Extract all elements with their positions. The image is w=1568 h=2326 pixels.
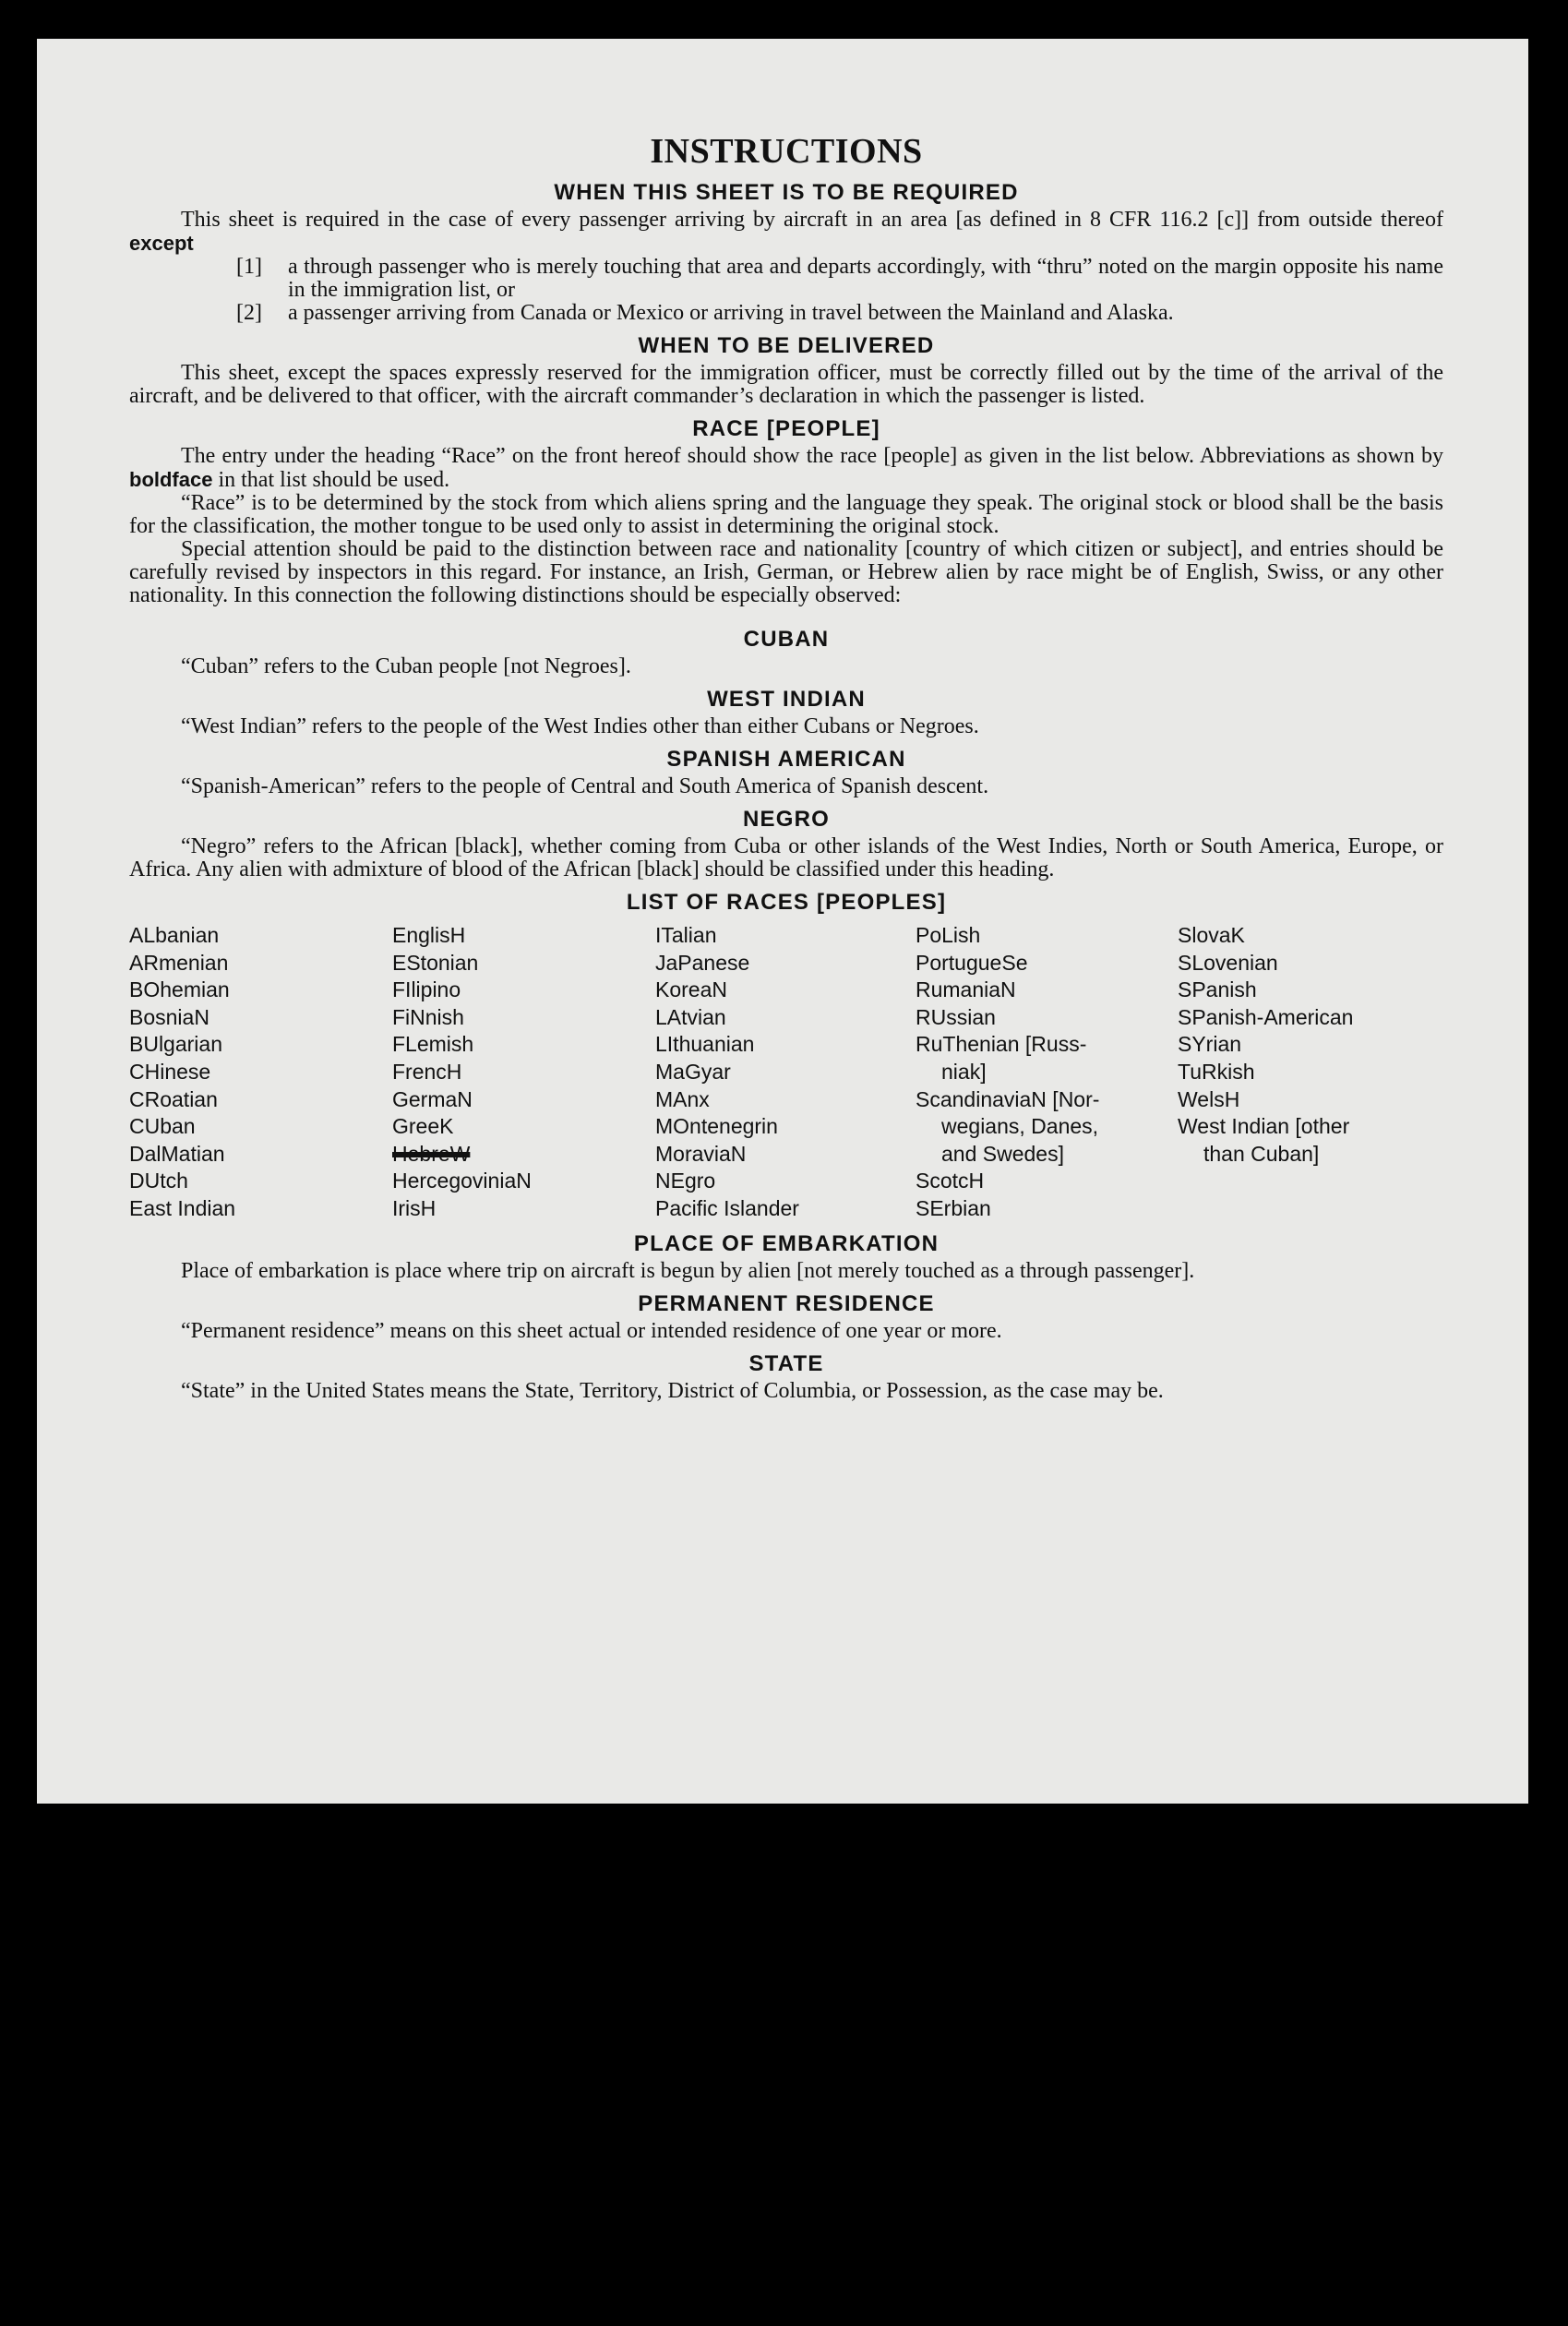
race-entry: ScotcH: [916, 1169, 985, 1193]
races-column-1: [129, 922, 392, 1223]
instruction-sheet: [37, 39, 1528, 1804]
race-entry: MaGyar: [655, 1059, 731, 1084]
paragraph: “State” in the United States means the State, Territory, District of Columbia, or Possession, as the case may be.: [181, 1378, 1164, 1403]
race-entry: ScandinaviaN [Nor-: [916, 1086, 1100, 1111]
section-heading: LIST OF RACES [PEOPLES]: [626, 890, 947, 915]
races-column-5: [1178, 922, 1436, 1223]
section-list-of-races: [129, 887, 1443, 1223]
race-entry: HercegoviniaN: [392, 1169, 532, 1193]
item-text: a passenger arriving from Canada or Mexico or arriving in travel between the Mainland and Alaska.: [288, 301, 1174, 325]
races-column-4: [916, 922, 1178, 1223]
race-entry: ALbanian: [129, 923, 220, 947]
race-entry: RuThenian [Russ-: [916, 1032, 1087, 1057]
race-entry: ITalian: [655, 923, 717, 947]
race-entry: West Indian [other: [1178, 1114, 1350, 1139]
section-heading: WEST INDIAN: [707, 687, 866, 712]
section-required: [129, 177, 1443, 325]
race-entry: KoreaN: [655, 977, 727, 1002]
race-entry: NEgro: [655, 1169, 716, 1193]
item-number: [1]: [236, 255, 262, 279]
paragraph-text: in that list should be used.: [218, 468, 450, 492]
paragraph: [129, 209, 1443, 256]
race-entry: JaPanese: [655, 950, 750, 975]
race-entry: FiNnish: [392, 1004, 464, 1029]
race-entry: FrencH: [392, 1059, 462, 1084]
paragraph: “Negro” refers to the African [black], whether coming from Cuba or other islands of the West Indies, North or South America, Europe, or Africa. Any alien with admixture of blood of the African [black] should be classified under this heading.: [129, 834, 1443, 881]
race-entry: PoLish: [916, 923, 981, 947]
race-entry: BOhemian: [129, 977, 230, 1002]
race-entry: ARmenian: [129, 950, 229, 975]
section-delivered: [129, 330, 1443, 408]
item-text: a through passenger who is merely touching that area and departs accordingly, with “thru” noted on the margin opposite his name in the immigration list, or: [288, 255, 1443, 302]
race-entry: East Indian: [129, 1195, 236, 1220]
race-entry-continued: and Swedes]: [941, 1141, 1064, 1166]
section-heading: PERMANENT RESIDENCE: [638, 1290, 935, 1316]
paragraph-text: The entry under the heading “Race” on the front hereof should show the race [people] as given in the list below. Abbreviations as shown by: [181, 444, 1443, 468]
race-entry: BUlgarian: [129, 1032, 222, 1057]
race-entry: SYrian: [1178, 1032, 1242, 1057]
page-title: INSTRUCTIONS: [650, 132, 923, 171]
race-entry: MoraviaN: [655, 1141, 747, 1166]
races-column-3: [655, 922, 916, 1223]
race-entry: TuRkish: [1178, 1059, 1255, 1084]
list-item: [236, 302, 1443, 325]
race-entry: EnglisH: [392, 923, 466, 947]
race-entry: PortugueSe: [916, 950, 1028, 975]
section-cuban: [129, 624, 1443, 678]
races-list: [129, 922, 1443, 1223]
race-entry: FIlipino: [392, 977, 461, 1002]
race-entry: GreeK: [392, 1114, 454, 1139]
race-entry: BosniaN: [129, 1004, 209, 1029]
section-negro: [129, 804, 1443, 881]
races-column-2: [392, 922, 655, 1223]
paragraph: “West Indian” refers to the people of the West Indies other than either Cubans or Negroes.: [181, 714, 979, 738]
paragraph: “Permanent residence” means on this sheet actual or intended residence of one year or more.: [181, 1318, 1002, 1343]
bold-text: except: [129, 232, 194, 255]
race-entry: IrisH: [392, 1195, 437, 1220]
race-entry: CHinese: [129, 1059, 211, 1084]
paragraph: “Spanish-American” refers to the people of Central and South America of Spanish descent.: [181, 774, 989, 798]
section-race: [129, 414, 1443, 607]
race-entry: SPanish-American: [1178, 1004, 1354, 1029]
bold-text: boldface: [129, 468, 213, 491]
section-residence: [129, 1289, 1443, 1343]
section-spanish-american: [129, 744, 1443, 798]
paragraph: This sheet, except the spaces expressly reserved for the immigration officer, must be correctly filled out by the time of the arrival of the aircraft, and be delivered to that officer, with the aircraft commander’s declaration in which the passenger is listed.: [129, 361, 1443, 408]
section-heading: PLACE OF EMBARKATION: [633, 1230, 940, 1256]
section-west-indian: [129, 684, 1443, 738]
section-embarkation: [129, 1229, 1443, 1283]
race-entry: DalMatian: [129, 1141, 225, 1166]
race-entry: FLemish: [392, 1032, 474, 1057]
paragraph: Place of embarkation is place where trip on aircraft is begun by alien [not merely touched as a through passenger].: [181, 1258, 1195, 1283]
race-entry: RumaniaN: [916, 977, 1016, 1002]
race-entry: RUssian: [916, 1004, 996, 1029]
paragraph: Special attention should be paid to the distinction between race and nationality [country of which citizen or subject], and entries should be carefully revised by inspectors in this regard. For instance, an Irish, German, or Hebrew alien by race might be of English, Swiss, or any other nationality. In this connection the following distinctions should be especially observed:: [129, 537, 1443, 607]
race-entry-continued: niak]: [941, 1059, 987, 1084]
race-entry: WelsH: [1178, 1086, 1240, 1111]
race-entry-continued: wegians, Danes,: [941, 1114, 1099, 1139]
section-heading: NEGRO: [742, 807, 830, 832]
race-entry: MOntenegrin: [655, 1114, 778, 1139]
race-entry-continued: than Cuban]: [1203, 1141, 1320, 1166]
paragraph-text: This sheet is required in the case of every passenger arriving by aircraft in an area [as defined in 8 CFR 116.2 [c]] from outside thereof: [181, 208, 1443, 232]
section-heading: WHEN TO BE DELIVERED: [638, 333, 935, 358]
race-entry: LAtvian: [655, 1004, 726, 1029]
paragraph: “Race” is to be determined by the stock from which aliens spring and the language they speak. The original stock or blood shall be the basis for the classification, the mother tongue to be used only to assist in determining the original stock.: [129, 491, 1443, 538]
section-heading: WHEN THIS SHEET IS TO BE REQUIRED: [554, 180, 1019, 205]
race-entry: SLovenian: [1178, 950, 1278, 975]
section-state: [129, 1349, 1443, 1403]
section-heading: SPANISH AMERICAN: [666, 747, 906, 772]
list-item: [236, 256, 1443, 302]
race-entry: CRoatian: [129, 1086, 218, 1111]
race-entry: GermaN: [392, 1086, 473, 1111]
race-entry: DUtch: [129, 1169, 188, 1193]
item-number: [2]: [236, 301, 262, 325]
race-entry: CUban: [129, 1114, 196, 1139]
race-entry: SlovaK: [1178, 923, 1245, 947]
race-entry: Pacific Islander: [655, 1195, 799, 1220]
section-heading: CUBAN: [743, 627, 830, 652]
race-entry-struck: HebreW: [392, 1141, 471, 1166]
paragraph: [129, 445, 1443, 492]
race-entry: LIthuanian: [655, 1032, 755, 1057]
race-entry: EStonian: [392, 950, 479, 975]
section-heading: STATE: [748, 1350, 824, 1376]
race-entry: SErbian: [916, 1195, 991, 1220]
paragraph: “Cuban” refers to the Cuban people [not Negroes].: [181, 654, 631, 678]
race-entry: SPanish: [1178, 977, 1257, 1002]
race-entry: MAnx: [655, 1086, 710, 1111]
section-heading: RACE [PEOPLE]: [692, 416, 880, 441]
